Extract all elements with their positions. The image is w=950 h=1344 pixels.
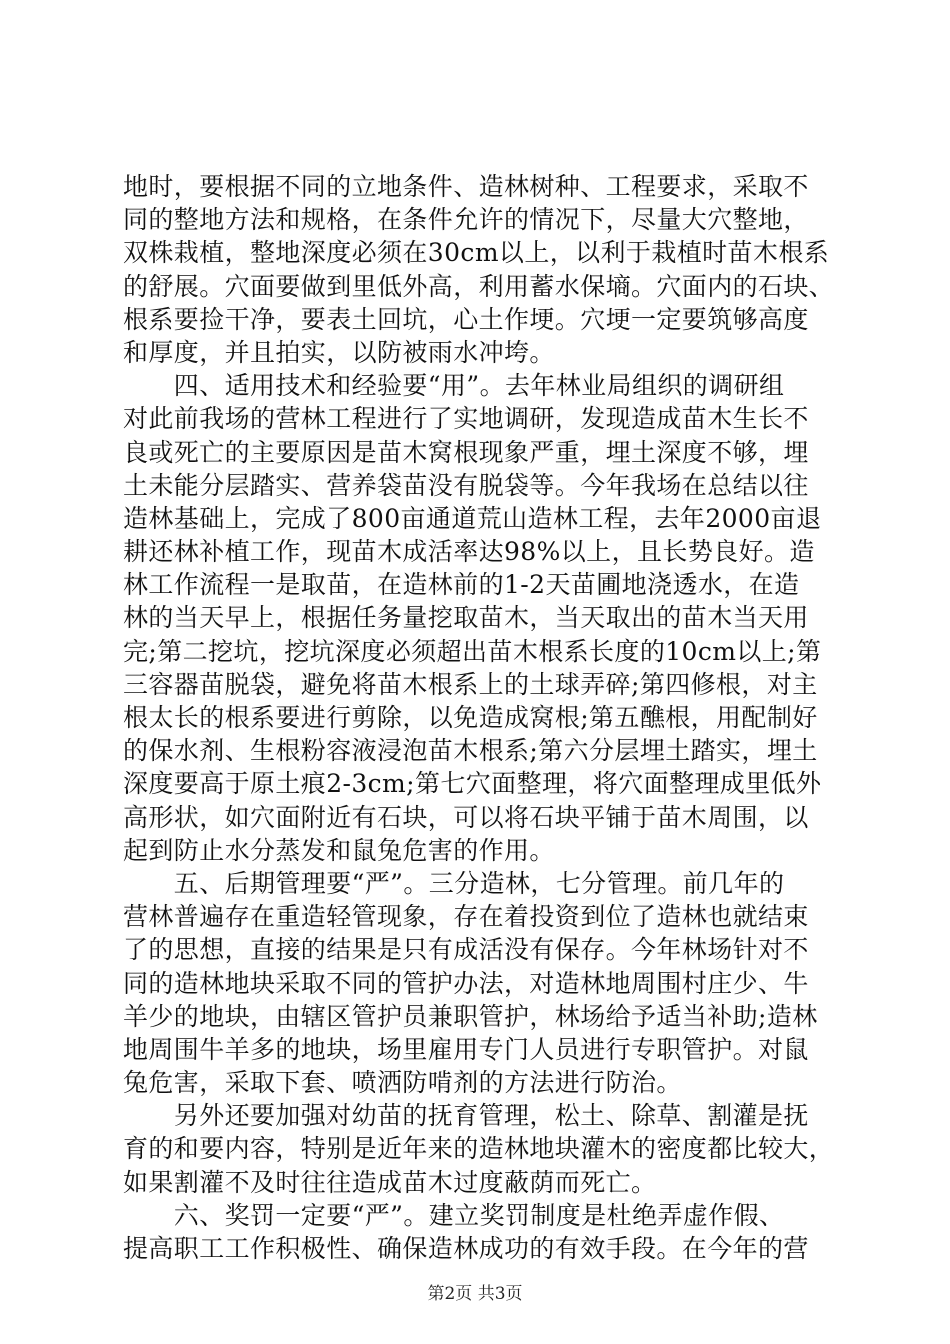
text-line: 同的造林地块采取不同的管护办法，对造林地周围村庄少、牛 <box>123 968 809 998</box>
text-line: 良或死亡的主要原因是苗木窝根现象严重，埋土深度不够，埋 <box>123 437 809 467</box>
text-line: 根太长的根系要进行剪除，以免造成窝根;第五醮根，用配制好 <box>123 703 818 732</box>
text-line: 了的思想，直接的结果是只有成活没有保存。今年林场针对不 <box>123 935 809 965</box>
text-line: 五、后期管理要“严”。三分造林，七分管理。前几年的 <box>123 868 785 898</box>
text-line: 林的当天早上，根据任务量挖取苗木，当天取出的苗木当天用 <box>123 603 809 633</box>
text-line: 三容器苗脱袋，避免将苗木根系上的土球弄碎;第四修根，对主 <box>123 669 818 699</box>
text-line: 根系要捡干净，要表土回坑，心土作埂。穴埂一定要筑够高度 <box>123 304 809 334</box>
body-text <box>123 170 835 1265</box>
text-line: 和厚度，并且拍实，以防被雨水冲垮。 <box>123 337 555 367</box>
text-line: 的保水剂、生根粉容液浸泡苗木根系;第六分层埋土踏实，埋土 <box>123 736 818 766</box>
text-line: 六、奖罚一定要“严”。建立奖罚制度是杜绝弄虚作假、 <box>123 1200 785 1230</box>
text-line: 兔危害，采取下套、喷洒防啃剂的方法进行防治。 <box>123 1068 682 1098</box>
text-line: 地周围牛羊多的地块，场里雇用专门人员进行专职管护。对鼠 <box>123 1034 809 1064</box>
text-line: 提高职工工作积极性、确保造林成功的有效手段。在今年的营 <box>123 1234 809 1263</box>
text-line: 育的和要内容，特别是近年来的造林地块灌木的密度都比较大， <box>123 1134 835 1164</box>
text-line: 完;第二挖坑，挖坑深度必须超出苗木根系长度的10cm以上;第 <box>123 636 822 666</box>
text-line: 高形状，如穴面附近有石块，可以将石块平铺于苗木周围，以 <box>123 802 809 832</box>
text-line: 土未能分层踏实、营养袋苗没有脱袋等。今年我场在总结以往 <box>123 470 809 500</box>
page-number-footer: 第2页 共3页 <box>427 1284 523 1304</box>
text-line: 对此前我场的营林工程进行了实地调研，发现造成苗木生长不 <box>123 404 809 434</box>
text-line: 营林普遍存在重造轻管现象，存在着投资到位了造林也就结束 <box>123 902 809 932</box>
text-line: 同的整地方法和规格，在条件允许的情况下，尽量大穴整地， <box>123 205 809 235</box>
text-line: 双株栽植，整地深度必须在30cm以上，以利于栽植时苗木根系 <box>123 238 830 268</box>
text-line: 如果割灌不及时往往造成苗木过度蔽荫而死亡。 <box>123 1167 657 1197</box>
text-line: 的舒展。穴面要做到里低外高，利用蓄水保墒。穴面内的石块、 <box>123 271 835 301</box>
text-line: 深度要高于原土痕2-3cm;第七穴面整理，将穴面整理成里低外 <box>123 769 822 799</box>
text-line: 另外还要加强对幼苗的抚育管理，松土、除草、割灌是抚 <box>123 1101 809 1131</box>
text-line: 地时，要根据不同的立地条件、造林树种、工程要求，采取不 <box>123 172 809 201</box>
text-line: 起到防止水分蒸发和鼠兔危害的作用。 <box>123 835 555 865</box>
text-line: 耕还林补植工作，现苗木成活率达98%以上，且长势良好。造 <box>123 537 815 567</box>
text-line: 四、适用技术和经验要“用”。去年林业局组织的调研组 <box>123 371 785 401</box>
text-line: 造林基础上，完成了800亩通道荒山造林工程，去年2000亩退 <box>123 503 822 533</box>
text-line: 林工作流程一是取苗，在造林前的1-2天苗圃地浇透水，在造 <box>123 570 800 600</box>
text-line: 羊少的地块，由辖区管护员兼职管护，林场给予适当补助;造林 <box>123 1001 818 1031</box>
